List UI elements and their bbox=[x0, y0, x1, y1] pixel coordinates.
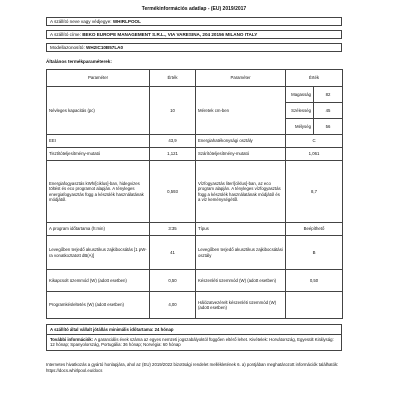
param-cell: Névleges kapacitás (pc) bbox=[47, 87, 150, 135]
value-cell: 10 bbox=[150, 87, 196, 135]
header-param-1: Paraméter bbox=[47, 70, 150, 87]
value-cell: B bbox=[286, 236, 343, 270]
table-row bbox=[47, 135, 343, 148]
sheet-title: Termékinformációs adatlap - (EU) 2019/2017 bbox=[141, 6, 247, 12]
dimension-label: Szélesség bbox=[286, 103, 314, 119]
value-cell: 4,00 bbox=[150, 292, 196, 319]
dimension-label: Magasság bbox=[286, 87, 314, 103]
param-cell: Szárítóteljesítmény-mutató bbox=[196, 148, 286, 161]
model-label: Modellazonosító: bbox=[50, 45, 85, 50]
param-cell: A program időtartama (h:min) bbox=[47, 223, 150, 236]
param-cell: Hálózatvezérelt készenléti üzemmód (W) (adott esetben) bbox=[196, 292, 286, 319]
param-cell: Tisztítóteljesítmény-mutató bbox=[47, 148, 150, 161]
header-value-2: Érték bbox=[286, 70, 343, 87]
address-value: BEKO EUROPE MANAGEMENT S.R.L., VIA VARESINA, 204 20156 MILANO ITALY bbox=[82, 32, 258, 37]
parameters-table bbox=[46, 69, 343, 319]
value-cell: C bbox=[286, 135, 343, 148]
additional-info-row bbox=[46, 334, 342, 351]
header-value-1: Érték bbox=[150, 70, 196, 87]
trademark-label: A szállító neve vagy védjegye: bbox=[50, 19, 112, 24]
table-row bbox=[47, 270, 343, 292]
table-row bbox=[47, 292, 343, 319]
param-cell: Levegőben terjedő akusztikus zajkibocsátás [1 pW-ra vonatkoztatott dB(A)] bbox=[47, 236, 150, 270]
value-cell: 0,50 bbox=[286, 270, 343, 292]
table-row bbox=[47, 223, 343, 236]
param-cell: Méretek cm-ben bbox=[196, 87, 286, 135]
dimension-value: 82 bbox=[314, 87, 343, 103]
weblink-note: Internetes hivatkozás a gyártó honlapjára, ahol az (EU) 2019/2022 bizottsági rendelet mellékletének 6. a) pontjában meghatározott információk találhatók: https://docs.whirlpool.eu/docs bbox=[46, 362, 339, 374]
value-cell: 41 bbox=[150, 236, 196, 270]
table-row bbox=[47, 87, 343, 103]
address-label: A szállító címe: bbox=[50, 32, 81, 37]
supplier-trademark-row bbox=[46, 17, 342, 26]
param-cell: Energiahatékonysági osztály bbox=[196, 135, 286, 148]
general-parameters-label: Általános termékparaméterek: bbox=[46, 59, 112, 64]
model-identifier-row bbox=[46, 43, 342, 52]
additional-info-label: További információk: bbox=[50, 336, 94, 342]
param-cell: Programkésleltetés (W) (adott esetben) bbox=[47, 292, 150, 319]
value-cell: 1,121 bbox=[150, 148, 196, 161]
dimension-label: Mélység bbox=[286, 119, 314, 135]
value-cell: 0,593 bbox=[150, 161, 196, 223]
param-cell: Vízfogyasztás liter/[ciklus]-ban, az eco program alapján. A tényleges vízfogyasztás függ a készülék használatának módjától és a víz keménységétől. bbox=[196, 161, 286, 223]
additional-info-text: A garanciális évek száma az egyes nemzeti jogszabályoktól függően eltérő lehet. Kivételek: Horvátország, Egyesült Királyság: 12 hónap; Spanyolország, Portugália: 36 hónap; Norvégia: 60 hónap bbox=[50, 336, 334, 348]
dimension-value: 56 bbox=[314, 119, 343, 135]
value-cell: 0,50 bbox=[150, 270, 196, 292]
value-cell: Beépíthető bbox=[286, 223, 343, 236]
trademark-value: WHIRLPOOL bbox=[112, 19, 141, 24]
value-cell bbox=[286, 292, 343, 319]
warranty-row: A szállító által vállalt jótállás minimális időtartama: 24 hónap bbox=[46, 324, 342, 335]
product-information-sheet bbox=[46, 0, 342, 400]
model-value: WH2IC10B57LA0 bbox=[86, 45, 124, 50]
table-row bbox=[47, 161, 343, 223]
param-cell: Típus bbox=[196, 223, 286, 236]
value-cell: 1,061 bbox=[286, 148, 343, 161]
value-cell: 43,9 bbox=[150, 135, 196, 148]
table-header-row bbox=[47, 70, 343, 87]
dimension-value: 45 bbox=[314, 103, 343, 119]
value-cell: 3:35 bbox=[150, 223, 196, 236]
param-cell: Levegőben terjedő akusztikus zajkibocsátási osztály bbox=[196, 236, 286, 270]
table-row bbox=[47, 236, 343, 270]
param-cell: Kikapcsolt üzemmód (W) (adott esetben) bbox=[47, 270, 150, 292]
param-cell: Energiafogyasztás kWh/[ciklus]-ban, hidegvizes töltést és eco programot alapján. A tényleges energiafogyasztás függ a készülék használatának módjától. bbox=[47, 161, 150, 223]
value-cell: 8,7 bbox=[286, 161, 343, 223]
supplier-address-row bbox=[46, 30, 342, 39]
param-cell: Készenléti üzemmód (W) (adott esetben) bbox=[196, 270, 286, 292]
param-cell: EEI bbox=[47, 135, 150, 148]
header-param-2: Paraméter bbox=[196, 70, 286, 87]
table-row bbox=[47, 148, 343, 161]
